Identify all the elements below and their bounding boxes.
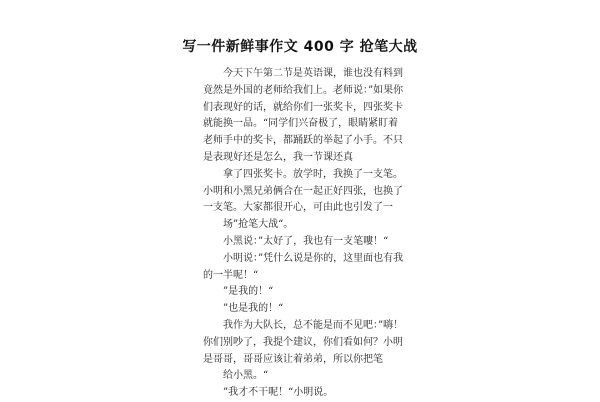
paragraph-5: 小明说：”凭什么说是你的，这里面也有我的一半呢！“: [203, 252, 404, 281]
essay-title: 写一件新鲜事作文 400 字 抢笔大战: [182, 39, 418, 55]
paragraph-3: 场”抢笔大战“。: [223, 219, 294, 231]
paragraph-2: 拿了四张奖卡。放学时，我换了一支笔。小明和小黑兄弟俩合在一起正好四张，也换了一支笔。大家都很开心，可由此也引发了一: [203, 168, 403, 214]
paragraph-10: ”我才不干呢！“小明说。: [223, 387, 334, 399]
essay-body: [203, 66, 407, 402]
paragraph-9: 给小黑。“: [223, 370, 269, 382]
paragraph-4: 小黑说：”太好了，我也有一支笔嘍！“: [223, 235, 389, 247]
paragraph-8: 我作为大队长，总不能是而不见吧：”嗨！你们别吵了，我提个建议，你们看如何？小明是哥哥，哥哥应该让着弟弟，所以你把笔: [203, 319, 404, 365]
paragraph-1: 今天下午第二节是英语课，谁也没有料到竟然是外国的老师给我们上。老师说：”如果你们表现好的话，就给你们一张奖卡，四张奖卡就能换一品。“同学们兴奋极了，眼睛紧盯着老师手中的奖卡，都踊跃的举起了小手。不只是表现好还是怎么，我一节课还真: [203, 68, 404, 163]
paragraph-7: ”也是我的！“: [223, 303, 284, 315]
paragraph-6: ”是我的！“: [223, 286, 274, 298]
